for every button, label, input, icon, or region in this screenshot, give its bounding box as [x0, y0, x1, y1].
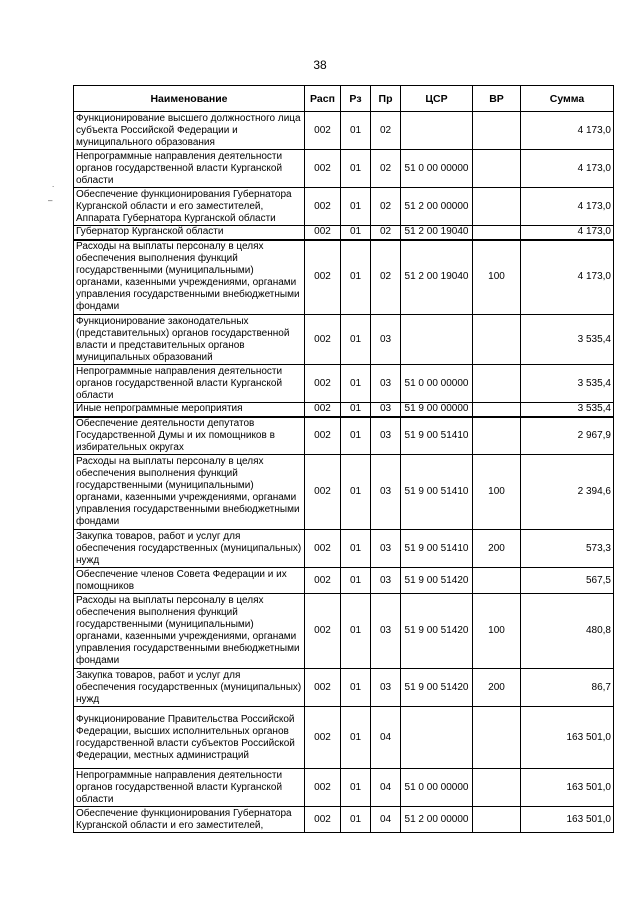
table-row — [74, 707, 614, 769]
row-pr: 04 — [371, 769, 401, 807]
row-rz: 01 — [341, 669, 371, 707]
row-sum: 86,7 — [521, 669, 614, 707]
row-sum: 4 173,0 — [521, 150, 614, 188]
row-pr: 03 — [371, 594, 401, 669]
table-row — [74, 240, 614, 315]
table-row — [74, 226, 614, 240]
row-vr — [473, 568, 521, 594]
row-sum: 3 535,4 — [521, 365, 614, 403]
row-vr — [473, 365, 521, 403]
row-name: Обеспечение функционирования Губернатора Курганской области и его заместителей, — [74, 807, 305, 833]
row-sum: 4 173,0 — [521, 188, 614, 226]
row-name: Обеспечение деятельности депутатов Государственной Думы и их помощников в избирательных округах — [74, 417, 305, 455]
row-sum: 163 501,0 — [521, 707, 614, 769]
row-name: Функционирование законодательных (представительных) органов государственной власти и представительных органов муниципальных образований — [74, 315, 305, 365]
row-rz: 01 — [341, 226, 371, 240]
row-sum: 573,3 — [521, 530, 614, 568]
row-rz: 01 — [341, 530, 371, 568]
row-name: Обеспечение функционирования Губернатора Курганской области и его заместителей, Аппарата Губернатора Курганской области — [74, 188, 305, 226]
row-csr: 51 0 00 00000 — [401, 365, 473, 403]
row-csr: 51 9 00 51410 — [401, 530, 473, 568]
row-pr: 03 — [371, 315, 401, 365]
row-pr: 03 — [371, 403, 401, 417]
row-name: Закупка товаров, работ и услуг для обеспечения государственных (муниципальных) нужд — [74, 530, 305, 568]
row-name: Расходы на выплаты персоналу в целях обеспечения выполнения функций государственными (муниципальными) органами, казенными учреждениями, органами управления государственными внебюджетными фондами — [74, 594, 305, 669]
row-csr: 51 9 00 51410 — [401, 455, 473, 530]
row-vr: 200 — [473, 669, 521, 707]
col-header-name: Наименование — [74, 86, 305, 112]
row-rasp: 002 — [305, 455, 341, 530]
table-row — [74, 769, 614, 807]
scan-mark: . — [52, 180, 55, 189]
row-name: Непрограммные направления деятельности органов государственной власти Курганской области — [74, 365, 305, 403]
scan-mark: – — [48, 196, 53, 205]
row-pr: 03 — [371, 530, 401, 568]
row-sum: 3 535,4 — [521, 315, 614, 365]
row-pr: 02 — [371, 188, 401, 226]
row-rz: 01 — [341, 315, 371, 365]
row-sum: 163 501,0 — [521, 807, 614, 833]
table-row — [74, 315, 614, 365]
row-name: Закупка товаров, работ и услуг для обеспечения государственных (муниципальных) нужд — [74, 669, 305, 707]
row-vr — [473, 807, 521, 833]
row-csr — [401, 315, 473, 365]
row-sum: 2 394,6 — [521, 455, 614, 530]
row-sum: 2 967,9 — [521, 417, 614, 455]
table-row — [74, 150, 614, 188]
row-vr — [473, 226, 521, 240]
row-rz: 01 — [341, 707, 371, 769]
row-rz: 01 — [341, 112, 371, 150]
row-rasp: 002 — [305, 707, 341, 769]
table-row — [74, 530, 614, 568]
row-rasp: 002 — [305, 568, 341, 594]
col-header-csr: ЦСР — [401, 86, 473, 112]
row-csr: 51 0 00 00000 — [401, 150, 473, 188]
table-row — [74, 112, 614, 150]
row-rz: 01 — [341, 594, 371, 669]
row-rasp: 002 — [305, 240, 341, 315]
row-csr: 51 9 00 51420 — [401, 568, 473, 594]
row-name: Обеспечение членов Совета Федерации и их помощников — [74, 568, 305, 594]
row-sum: 4 173,0 — [521, 112, 614, 150]
row-rz: 01 — [341, 240, 371, 315]
row-sum: 163 501,0 — [521, 769, 614, 807]
row-vr — [473, 188, 521, 226]
col-header-pr: Пр — [371, 86, 401, 112]
row-sum: 480,8 — [521, 594, 614, 669]
row-name: Функционирование Правительства Российской Федерации, высших исполнительных органов государственной власти субъектов Российской Федерации, местных администраций — [74, 707, 305, 769]
row-rasp: 002 — [305, 188, 341, 226]
row-rasp: 002 — [305, 403, 341, 417]
row-name: Губернатор Курганской области — [74, 226, 305, 240]
table-row — [74, 669, 614, 707]
table-row — [74, 365, 614, 403]
row-rasp: 002 — [305, 530, 341, 568]
row-pr: 03 — [371, 568, 401, 594]
budget-table — [73, 85, 614, 833]
row-pr: 02 — [371, 150, 401, 188]
page-number: 38 — [313, 58, 327, 72]
row-vr: 200 — [473, 530, 521, 568]
row-name: Иные непрограммные мероприятия — [74, 403, 305, 417]
row-csr — [401, 707, 473, 769]
row-vr — [473, 769, 521, 807]
table-row — [74, 455, 614, 530]
row-pr: 03 — [371, 365, 401, 403]
row-sum: 3 535,4 — [521, 403, 614, 417]
row-rasp: 002 — [305, 315, 341, 365]
row-pr: 04 — [371, 707, 401, 769]
row-sum: 567,5 — [521, 568, 614, 594]
row-pr: 03 — [371, 455, 401, 530]
row-rasp: 002 — [305, 594, 341, 669]
row-pr: 02 — [371, 240, 401, 315]
row-csr: 51 9 00 51420 — [401, 594, 473, 669]
row-vr — [473, 112, 521, 150]
row-rasp: 002 — [305, 417, 341, 455]
row-name: Функционирование высшего должностного лица субъекта Российской Федерации и муниципального образования — [74, 112, 305, 150]
row-csr: 51 2 00 00000 — [401, 807, 473, 833]
row-rasp: 002 — [305, 226, 341, 240]
row-name: Непрограммные направления деятельности органов государственной власти Курганской области — [74, 150, 305, 188]
row-rasp: 002 — [305, 807, 341, 833]
row-sum: 4 173,0 — [521, 240, 614, 315]
row-vr — [473, 417, 521, 455]
table-header-row — [74, 86, 614, 112]
table-row — [74, 568, 614, 594]
row-vr — [473, 403, 521, 417]
row-csr: 51 0 00 00000 — [401, 769, 473, 807]
row-vr: 100 — [473, 240, 521, 315]
row-rasp: 002 — [305, 112, 341, 150]
row-rz: 01 — [341, 417, 371, 455]
col-header-sum: Сумма — [521, 86, 614, 112]
row-rz: 01 — [341, 807, 371, 833]
table-row — [74, 417, 614, 455]
row-rasp: 002 — [305, 150, 341, 188]
col-header-vr: ВР — [473, 86, 521, 112]
row-name: Непрограммные направления деятельности органов государственной власти Курганской области — [74, 769, 305, 807]
row-csr: 51 9 00 00000 — [401, 403, 473, 417]
row-csr — [401, 112, 473, 150]
row-rz: 01 — [341, 455, 371, 530]
row-pr: 02 — [371, 112, 401, 150]
row-vr — [473, 150, 521, 188]
row-csr: 51 2 00 19040 — [401, 240, 473, 315]
table-row — [74, 403, 614, 417]
row-pr: 04 — [371, 807, 401, 833]
row-rz: 01 — [341, 150, 371, 188]
row-vr: 100 — [473, 455, 521, 530]
row-rasp: 002 — [305, 669, 341, 707]
row-rz: 01 — [341, 403, 371, 417]
row-rz: 01 — [341, 365, 371, 403]
row-vr — [473, 707, 521, 769]
row-rasp: 002 — [305, 769, 341, 807]
col-header-rz: Рз — [341, 86, 371, 112]
row-rasp: 002 — [305, 365, 341, 403]
row-csr: 51 2 00 19040 — [401, 226, 473, 240]
row-csr: 51 9 00 51420 — [401, 669, 473, 707]
row-vr: 100 — [473, 594, 521, 669]
row-rz: 01 — [341, 769, 371, 807]
row-rz: 01 — [341, 568, 371, 594]
row-pr: 02 — [371, 226, 401, 240]
table-row — [74, 188, 614, 226]
table-row — [74, 594, 614, 669]
row-name: Расходы на выплаты персоналу в целях обеспечения выполнения функций государственными (муниципальными) органами, казенными учреждениями, органами управления государственными внебюджетными фондами — [74, 455, 305, 530]
col-header-rasp: Расп — [305, 86, 341, 112]
row-pr: 03 — [371, 417, 401, 455]
row-csr: 51 2 00 00000 — [401, 188, 473, 226]
row-vr — [473, 315, 521, 365]
row-name: Расходы на выплаты персоналу в целях обеспечения выполнения функций государственными (муниципальными) органами, казенными учреждениями, органами управления государственными внебюджетными фондами — [74, 240, 305, 315]
row-csr: 51 9 00 51410 — [401, 417, 473, 455]
row-rz: 01 — [341, 188, 371, 226]
table-row — [74, 807, 614, 833]
row-pr: 03 — [371, 669, 401, 707]
row-sum: 4 173,0 — [521, 226, 614, 240]
